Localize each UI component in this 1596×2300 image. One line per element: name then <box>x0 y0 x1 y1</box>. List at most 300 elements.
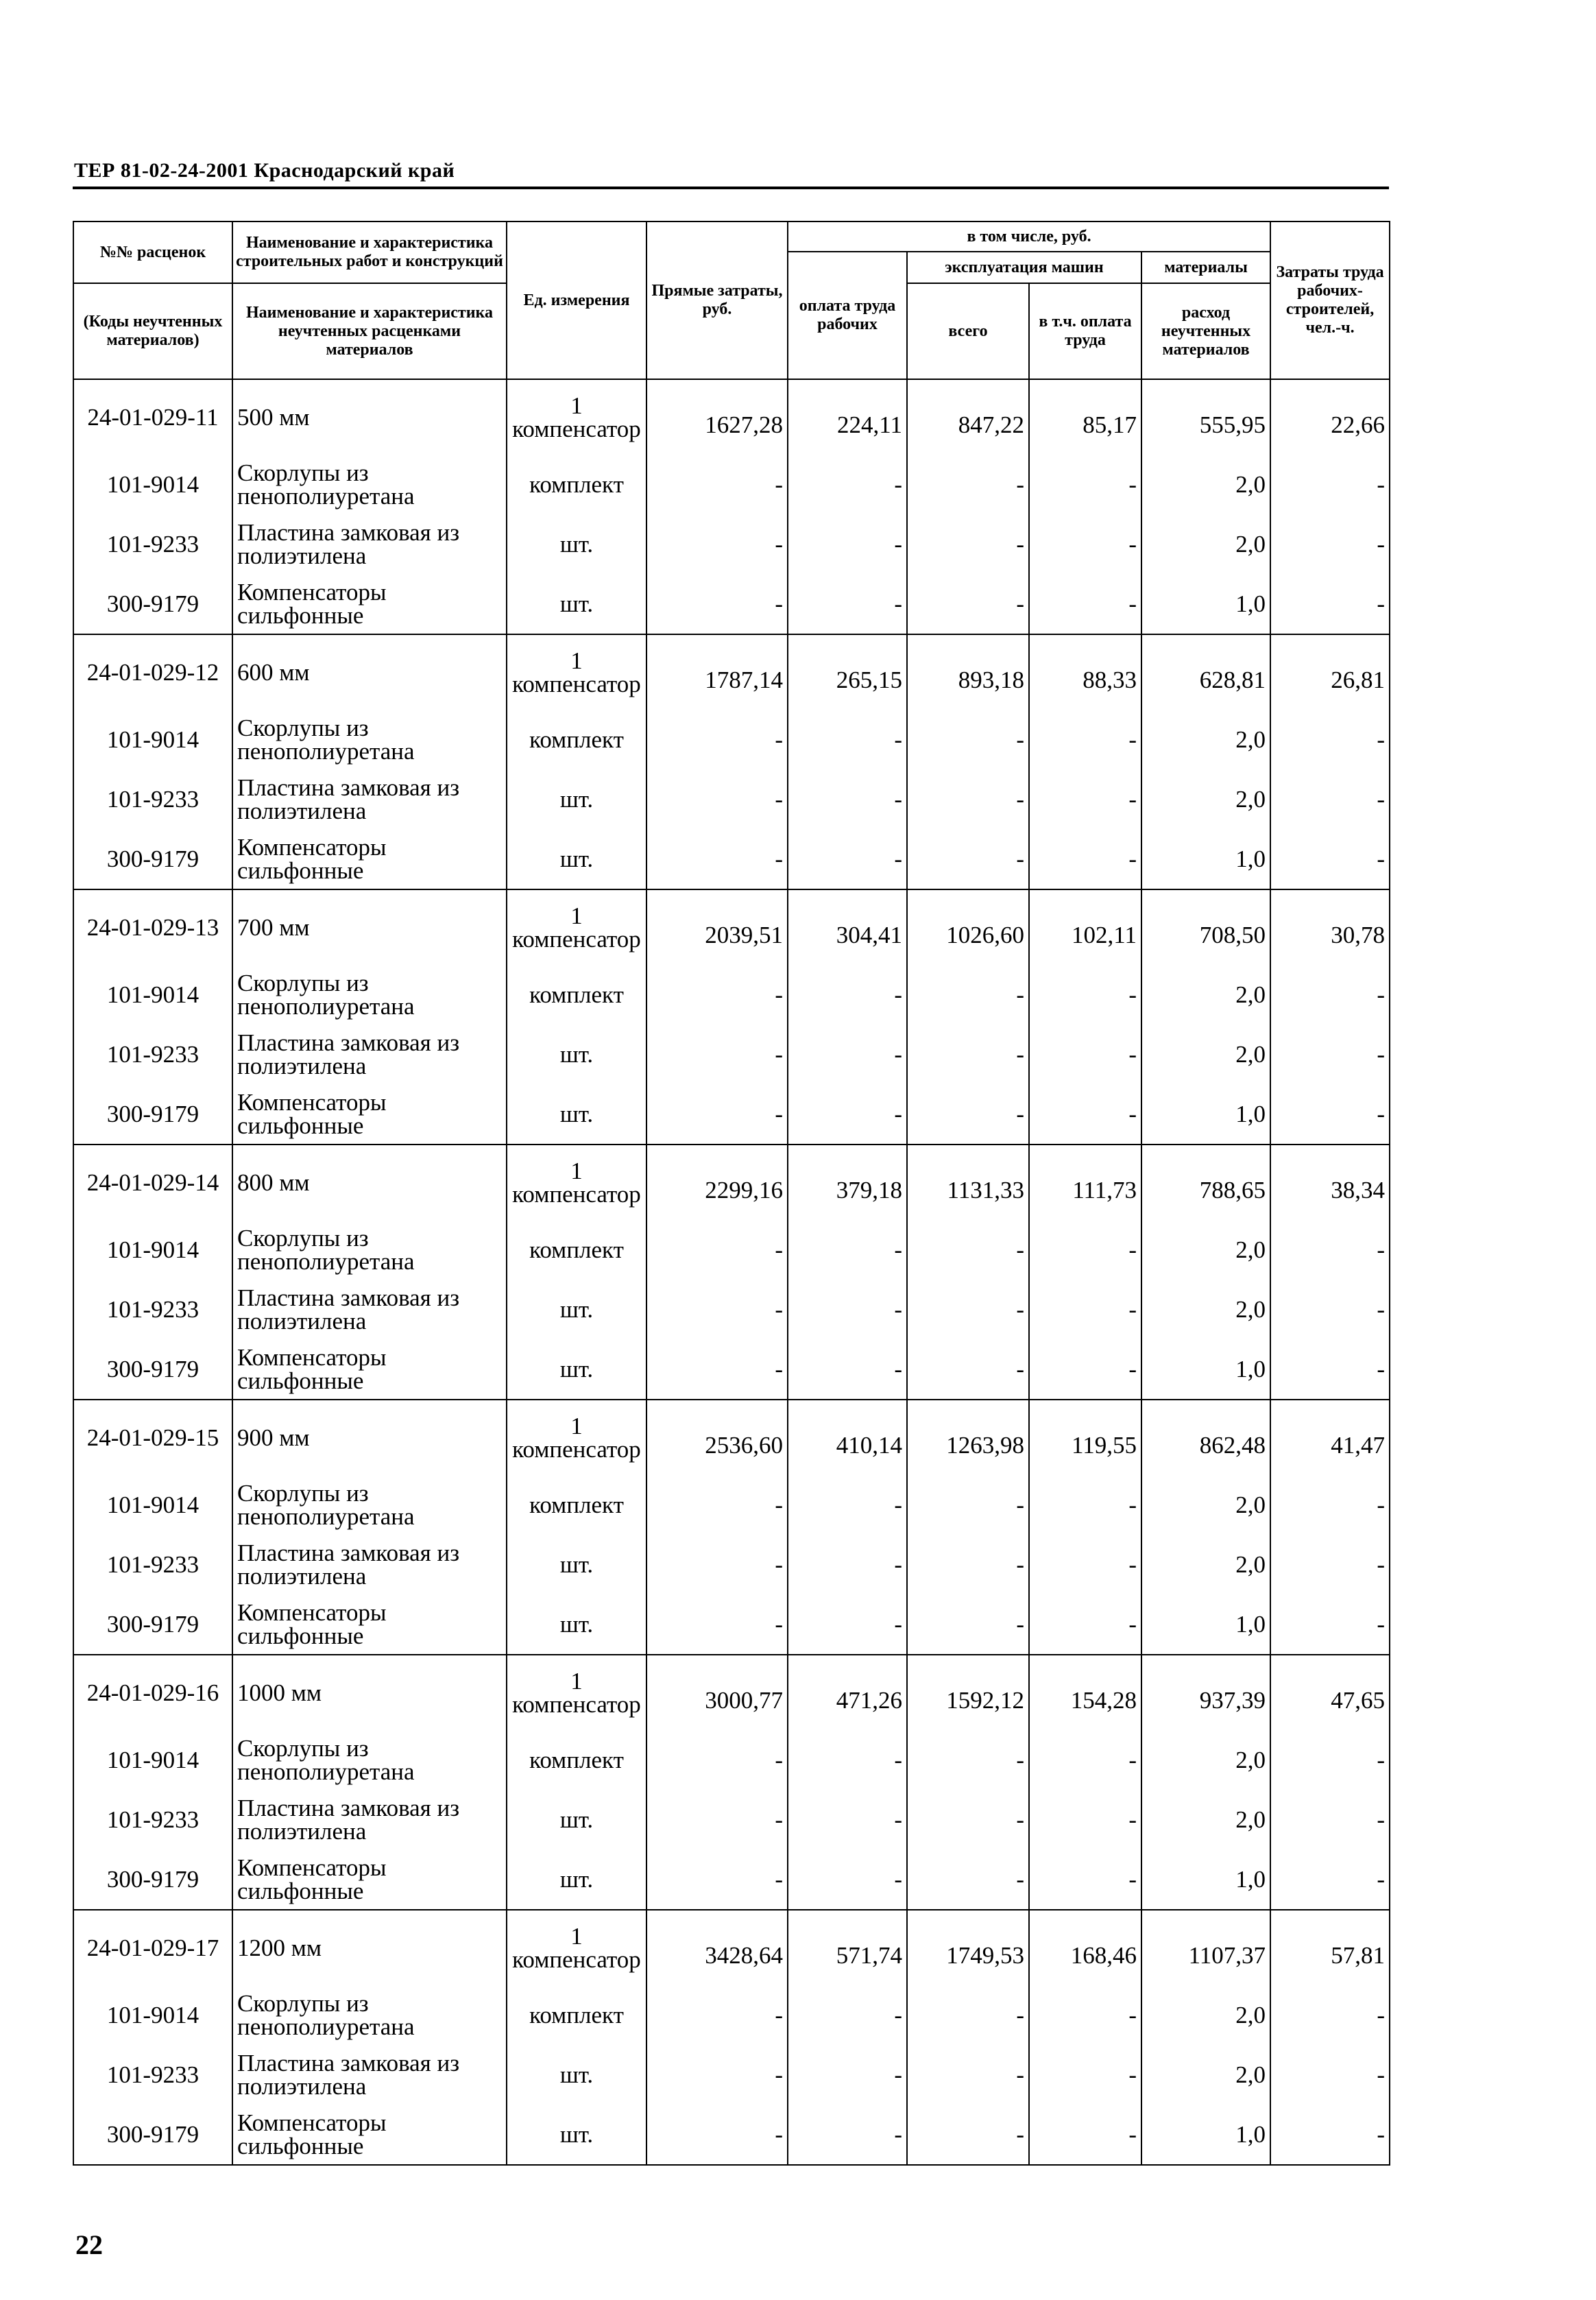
cell-mat: 2,0 <box>1141 455 1270 514</box>
cell-unit: комплект <box>507 455 646 514</box>
cell-name: Компенсаторы сильфонные <box>232 574 507 634</box>
cell-name: Компенсаторы сильфонные <box>232 829 507 889</box>
cell-mat: 2,0 <box>1141 1535 1270 1594</box>
cell-unit: шт. <box>507 514 646 574</box>
cell-code: 101-9014 <box>73 1220 232 1280</box>
head-direct: Прямые затраты, руб. <box>646 221 788 379</box>
cell-labor: - <box>788 1594 907 1655</box>
cell-hours: - <box>1270 1475 1390 1535</box>
material-row <box>73 1594 1390 1655</box>
cell-mat: 555,95 <box>1141 379 1270 455</box>
cell-name: 500 мм <box>232 379 507 455</box>
cell-unit: шт. <box>507 1594 646 1655</box>
cell-mat: 1,0 <box>1141 2105 1270 2165</box>
cell-name: Скорлупы из пенополиуретана <box>232 455 507 514</box>
cell-code: 24-01-029-12 <box>73 634 232 710</box>
cell-mat: 2,0 <box>1141 1025 1270 1084</box>
cell-name: Пластина замковая из полиэтилена <box>232 2045 507 2105</box>
cell-unit: комплект <box>507 965 646 1025</box>
cell-mat: 1,0 <box>1141 1594 1270 1655</box>
cell-mat: 2,0 <box>1141 1985 1270 2045</box>
cell-name: Скорлупы из пенополиуретана <box>232 1475 507 1535</box>
cell-unit: комплект <box>507 1475 646 1535</box>
cell-mat: 862,48 <box>1141 1400 1270 1475</box>
cell-mat: 2,0 <box>1141 965 1270 1025</box>
material-row <box>73 1985 1390 2045</box>
cell-mach-labor: - <box>1029 1535 1141 1594</box>
cell-code: 24-01-029-13 <box>73 889 232 965</box>
material-row <box>73 2045 1390 2105</box>
cell-direct: 3428,64 <box>646 1910 788 1985</box>
cell-name: 800 мм <box>232 1145 507 1220</box>
cell-code: 300-9179 <box>73 1849 232 1910</box>
cell-mach-labor: - <box>1029 829 1141 889</box>
cell-labor: - <box>788 1730 907 1790</box>
cell-code: 101-9014 <box>73 1475 232 1535</box>
cell-direct: 2039,51 <box>646 889 788 965</box>
material-row <box>73 769 1390 829</box>
cell-mach-labor: 85,17 <box>1029 379 1141 455</box>
cell-unit: 1 компенсатор <box>507 1400 646 1475</box>
cell-name: Компенсаторы сильфонные <box>232 1849 507 1910</box>
material-row <box>73 710 1390 769</box>
cell-name: Компенсаторы сильфонные <box>232 1084 507 1145</box>
material-row <box>73 1339 1390 1400</box>
cell-hours: - <box>1270 1084 1390 1145</box>
cell-mach: - <box>907 1220 1029 1280</box>
material-row <box>73 965 1390 1025</box>
cell-hours: 38,34 <box>1270 1145 1390 1220</box>
cell-unit: 1 компенсатор <box>507 379 646 455</box>
cell-hours: - <box>1270 1730 1390 1790</box>
cell-labor: 571,74 <box>788 1910 907 1985</box>
cell-labor: - <box>788 710 907 769</box>
cell-direct: - <box>646 1730 788 1790</box>
cell-mach: 1131,33 <box>907 1145 1029 1220</box>
cell-direct: - <box>646 1790 788 1849</box>
cell-mach: 1026,60 <box>907 889 1029 965</box>
cell-name: Пластина замковая из полиэтилена <box>232 514 507 574</box>
cell-mach-labor: - <box>1029 1594 1141 1655</box>
cell-name: Пластина замковая из полиэтилена <box>232 1535 507 1594</box>
cell-code: 101-9233 <box>73 1790 232 1849</box>
cell-mach: - <box>907 1280 1029 1339</box>
cell-name: 900 мм <box>232 1400 507 1475</box>
cell-mach: - <box>907 829 1029 889</box>
material-row <box>73 514 1390 574</box>
cell-labor: - <box>788 965 907 1025</box>
cell-direct: - <box>646 769 788 829</box>
head-incl: в том числе, руб. <box>788 221 1270 252</box>
cell-hours: - <box>1270 1535 1390 1594</box>
rate-row <box>73 889 1390 965</box>
cell-mat: 1,0 <box>1141 1084 1270 1145</box>
table-head <box>73 221 1390 379</box>
cell-hours: 22,66 <box>1270 379 1390 455</box>
cell-mach-labor: - <box>1029 1280 1141 1339</box>
cell-labor: - <box>788 1790 907 1849</box>
cell-direct: 3000,77 <box>646 1655 788 1730</box>
cell-mach-labor: - <box>1029 1220 1141 1280</box>
material-row <box>73 1790 1390 1849</box>
material-row <box>73 1280 1390 1339</box>
cell-hours: - <box>1270 1220 1390 1280</box>
cell-code: 101-9014 <box>73 1730 232 1790</box>
cell-code: 101-9233 <box>73 2045 232 2105</box>
cell-code: 24-01-029-11 <box>73 379 232 455</box>
rate-row <box>73 379 1390 455</box>
cell-labor: - <box>788 514 907 574</box>
cell-mach: - <box>907 1475 1029 1535</box>
material-row <box>73 2105 1390 2165</box>
cell-labor: - <box>788 1535 907 1594</box>
table-body <box>73 379 1390 2165</box>
cell-hours: - <box>1270 455 1390 514</box>
cell-mat: 2,0 <box>1141 769 1270 829</box>
cell-code: 101-9014 <box>73 965 232 1025</box>
price-table <box>73 221 1390 2166</box>
cell-unit: шт. <box>507 829 646 889</box>
cell-hours: 57,81 <box>1270 1910 1390 1985</box>
material-row <box>73 574 1390 634</box>
rate-row <box>73 1655 1390 1730</box>
cell-direct: 2536,60 <box>646 1400 788 1475</box>
cell-direct: - <box>646 455 788 514</box>
cell-name: Компенсаторы сильфонные <box>232 1594 507 1655</box>
cell-name: Пластина замковая из полиэтилена <box>232 769 507 829</box>
cell-name: 700 мм <box>232 889 507 965</box>
cell-mach-labor: - <box>1029 1730 1141 1790</box>
cell-direct: - <box>646 829 788 889</box>
cell-direct: - <box>646 514 788 574</box>
cell-unit: 1 компенсатор <box>507 1655 646 1730</box>
cell-mach-labor: 168,46 <box>1029 1910 1141 1985</box>
cell-code: 300-9179 <box>73 829 232 889</box>
cell-direct: - <box>646 2105 788 2165</box>
cell-unit: шт. <box>507 1280 646 1339</box>
cell-mat: 2,0 <box>1141 1730 1270 1790</box>
cell-hours: - <box>1270 2105 1390 2165</box>
cell-mach: - <box>907 1594 1029 1655</box>
cell-name: 1200 мм <box>232 1910 507 1985</box>
cell-unit: комплект <box>507 710 646 769</box>
cell-name: 600 мм <box>232 634 507 710</box>
cell-direct: - <box>646 1594 788 1655</box>
cell-direct: - <box>646 1475 788 1535</box>
cell-direct: - <box>646 710 788 769</box>
cell-labor: - <box>788 1025 907 1084</box>
material-row <box>73 1475 1390 1535</box>
cell-mat: 1,0 <box>1141 829 1270 889</box>
cell-unit: 1 компенсатор <box>507 1145 646 1220</box>
cell-direct: 1627,28 <box>646 379 788 455</box>
cell-direct: 1787,14 <box>646 634 788 710</box>
head-name-top: Наименование и характеристика строительных работ и конструкций <box>232 221 507 283</box>
cell-hours: - <box>1270 710 1390 769</box>
cell-hours: - <box>1270 1849 1390 1910</box>
cell-labor: - <box>788 455 907 514</box>
cell-labor: - <box>788 769 907 829</box>
cell-mat: 1,0 <box>1141 574 1270 634</box>
cell-unit: шт. <box>507 2045 646 2105</box>
cell-code: 101-9014 <box>73 710 232 769</box>
cell-mach-labor: - <box>1029 1084 1141 1145</box>
material-row <box>73 1084 1390 1145</box>
cell-mach: - <box>907 1084 1029 1145</box>
cell-mach-labor: - <box>1029 1985 1141 2045</box>
cell-mat: 937,39 <box>1141 1655 1270 1730</box>
material-row <box>73 1849 1390 1910</box>
cell-direct: - <box>646 1985 788 2045</box>
cell-mach: - <box>907 769 1029 829</box>
cell-labor: - <box>788 574 907 634</box>
cell-name: Скорлупы из пенополиуретана <box>232 1985 507 2045</box>
head-labor-cost: Затраты труда рабочих-строителей, чел.-ч. <box>1270 221 1390 379</box>
cell-name: Скорлупы из пенополиуретана <box>232 1730 507 1790</box>
cell-unit: шт. <box>507 769 646 829</box>
cell-mach: - <box>907 1730 1029 1790</box>
cell-labor: - <box>788 1220 907 1280</box>
cell-direct: - <box>646 1339 788 1400</box>
header-rule <box>73 187 1389 189</box>
material-row <box>73 829 1390 889</box>
material-row <box>73 1730 1390 1790</box>
cell-labor: - <box>788 1985 907 2045</box>
cell-mach-labor: - <box>1029 965 1141 1025</box>
cell-code: 101-9233 <box>73 1280 232 1339</box>
cell-mach-labor: - <box>1029 2045 1141 2105</box>
cell-mach-labor: - <box>1029 710 1141 769</box>
cell-direct: - <box>646 1535 788 1594</box>
head-machines-total: всего <box>907 283 1029 379</box>
cell-code: 24-01-029-17 <box>73 1910 232 1985</box>
cell-labor: - <box>788 1339 907 1400</box>
cell-name: Пластина замковая из полиэтилена <box>232 1280 507 1339</box>
cell-code: 300-9179 <box>73 1084 232 1145</box>
cell-name: Скорлупы из пенополиуретана <box>232 710 507 769</box>
rate-row <box>73 1145 1390 1220</box>
cell-labor: - <box>788 1475 907 1535</box>
cell-mach: 893,18 <box>907 634 1029 710</box>
cell-mach-labor: - <box>1029 1849 1141 1910</box>
cell-labor: 379,18 <box>788 1145 907 1220</box>
cell-labor: - <box>788 2105 907 2165</box>
head-materials-note: расход неучтенных материалов <box>1141 283 1270 379</box>
cell-mach: 1263,98 <box>907 1400 1029 1475</box>
cell-direct: - <box>646 2045 788 2105</box>
cell-mach-labor: 111,73 <box>1029 1145 1141 1220</box>
cell-mat: 2,0 <box>1141 1790 1270 1849</box>
cell-hours: - <box>1270 2045 1390 2105</box>
cell-code: 24-01-029-14 <box>73 1145 232 1220</box>
cell-code: 101-9014 <box>73 1985 232 2045</box>
head-code-bottom: (Коды неучтенных материалов) <box>73 283 232 379</box>
cell-mach: 847,22 <box>907 379 1029 455</box>
cell-labor: - <box>788 2045 907 2105</box>
cell-mach-labor: - <box>1029 769 1141 829</box>
cell-mach: - <box>907 574 1029 634</box>
cell-name: Скорлупы из пенополиуретана <box>232 965 507 1025</box>
cell-mach-labor: - <box>1029 1339 1141 1400</box>
cell-code: 24-01-029-16 <box>73 1655 232 1730</box>
cell-hours: - <box>1270 1790 1390 1849</box>
cell-labor: - <box>788 829 907 889</box>
rate-row <box>73 1910 1390 1985</box>
cell-code: 101-9233 <box>73 1535 232 1594</box>
cell-mach-labor: - <box>1029 1475 1141 1535</box>
head-machines-labor: в т.ч. оплата труда <box>1029 283 1141 379</box>
material-row <box>73 1220 1390 1280</box>
cell-code: 101-9014 <box>73 455 232 514</box>
page-header: ТЕР 81-02-24-2001 Краснодарский край <box>74 159 455 182</box>
cell-mach: - <box>907 965 1029 1025</box>
cell-hours: - <box>1270 514 1390 574</box>
cell-direct: - <box>646 965 788 1025</box>
cell-mach-labor: 119,55 <box>1029 1400 1141 1475</box>
cell-labor: 224,11 <box>788 379 907 455</box>
cell-code: 300-9179 <box>73 1339 232 1400</box>
cell-labor: - <box>788 1280 907 1339</box>
cell-name: Пластина замковая из полиэтилена <box>232 1025 507 1084</box>
cell-code: 101-9233 <box>73 1025 232 1084</box>
cell-mat: 2,0 <box>1141 514 1270 574</box>
cell-mach-labor: - <box>1029 574 1141 634</box>
cell-direct: - <box>646 1084 788 1145</box>
cell-hours: - <box>1270 829 1390 889</box>
cell-unit: шт. <box>507 1790 646 1849</box>
head-machines: эксплуатация машин <box>907 252 1141 283</box>
cell-mach: - <box>907 1985 1029 2045</box>
rate-row <box>73 1400 1390 1475</box>
cell-mat: 1,0 <box>1141 1339 1270 1400</box>
cell-direct: - <box>646 1025 788 1084</box>
head-code-top: №№ расценок <box>73 221 232 283</box>
cell-mach: - <box>907 1025 1029 1084</box>
cell-hours: 47,65 <box>1270 1655 1390 1730</box>
cell-code: 24-01-029-15 <box>73 1400 232 1475</box>
cell-mat: 1107,37 <box>1141 1910 1270 1985</box>
cell-labor: 410,14 <box>788 1400 907 1475</box>
material-row <box>73 1025 1390 1084</box>
cell-hours: - <box>1270 1985 1390 2045</box>
head-materials: материалы <box>1141 252 1270 283</box>
cell-unit: шт. <box>507 1339 646 1400</box>
cell-name: Скорлупы из пенополиуретана <box>232 1220 507 1280</box>
cell-mach: - <box>907 1339 1029 1400</box>
cell-labor: 471,26 <box>788 1655 907 1730</box>
cell-mach: - <box>907 455 1029 514</box>
cell-mat: 788,65 <box>1141 1145 1270 1220</box>
cell-hours: 41,47 <box>1270 1400 1390 1475</box>
cell-hours: - <box>1270 1594 1390 1655</box>
cell-name: Компенсаторы сильфонные <box>232 2105 507 2165</box>
cell-mach-labor: - <box>1029 1790 1141 1849</box>
cell-mach: - <box>907 2045 1029 2105</box>
cell-mat: 628,81 <box>1141 634 1270 710</box>
cell-hours: 26,81 <box>1270 634 1390 710</box>
cell-unit: 1 компенсатор <box>507 889 646 965</box>
cell-mach-labor: - <box>1029 455 1141 514</box>
cell-mach: - <box>907 1849 1029 1910</box>
cell-code: 300-9179 <box>73 2105 232 2165</box>
cell-mach: 1749,53 <box>907 1910 1029 1985</box>
cell-labor: - <box>788 1084 907 1145</box>
cell-direct: 2299,16 <box>646 1145 788 1220</box>
cell-unit: комплект <box>507 1985 646 2045</box>
cell-name: Компенсаторы сильфонные <box>232 1339 507 1400</box>
cell-direct: - <box>646 1849 788 1910</box>
cell-mach-labor: 88,33 <box>1029 634 1141 710</box>
cell-unit: комплект <box>507 1730 646 1790</box>
cell-mach: - <box>907 1535 1029 1594</box>
cell-code: 101-9233 <box>73 514 232 574</box>
cell-labor: - <box>788 1849 907 1910</box>
page-number: 22 <box>75 2229 103 2260</box>
cell-mat: 2,0 <box>1141 1220 1270 1280</box>
rate-row <box>73 634 1390 710</box>
cell-hours: 30,78 <box>1270 889 1390 965</box>
cell-mach: - <box>907 710 1029 769</box>
cell-mach: - <box>907 2105 1029 2165</box>
cell-unit: шт. <box>507 2105 646 2165</box>
material-row <box>73 1535 1390 1594</box>
cell-direct: - <box>646 574 788 634</box>
cell-mach-labor: 154,28 <box>1029 1655 1141 1730</box>
cell-labor: 265,15 <box>788 634 907 710</box>
head-labor-pay: оплата труда рабочих <box>788 252 907 379</box>
cell-hours: - <box>1270 574 1390 634</box>
cell-unit: шт. <box>507 1849 646 1910</box>
cell-mat: 1,0 <box>1141 1849 1270 1910</box>
cell-mach-labor: - <box>1029 514 1141 574</box>
cell-labor: 304,41 <box>788 889 907 965</box>
cell-unit: шт. <box>507 1084 646 1145</box>
cell-mat: 2,0 <box>1141 2045 1270 2105</box>
cell-mach: - <box>907 514 1029 574</box>
cell-mach-labor: 102,11 <box>1029 889 1141 965</box>
cell-mat: 2,0 <box>1141 1280 1270 1339</box>
cell-unit: шт. <box>507 1535 646 1594</box>
cell-mat: 2,0 <box>1141 1475 1270 1535</box>
cell-mat: 708,50 <box>1141 889 1270 965</box>
cell-hours: - <box>1270 1339 1390 1400</box>
cell-hours: - <box>1270 1280 1390 1339</box>
cell-mach: - <box>907 1790 1029 1849</box>
cell-unit: 1 компенсатор <box>507 634 646 710</box>
material-row <box>73 455 1390 514</box>
cell-direct: - <box>646 1280 788 1339</box>
cell-code: 101-9233 <box>73 769 232 829</box>
cell-name: Пластина замковая из полиэтилена <box>232 1790 507 1849</box>
cell-code: 300-9179 <box>73 1594 232 1655</box>
cell-mat: 2,0 <box>1141 710 1270 769</box>
cell-unit: шт. <box>507 1025 646 1084</box>
cell-hours: - <box>1270 965 1390 1025</box>
head-unit: Ед. измерения <box>507 221 646 379</box>
cell-unit: комплект <box>507 1220 646 1280</box>
cell-mach-labor: - <box>1029 2105 1141 2165</box>
cell-hours: - <box>1270 1025 1390 1084</box>
cell-name: 1000 мм <box>232 1655 507 1730</box>
cell-hours: - <box>1270 769 1390 829</box>
cell-unit: шт. <box>507 574 646 634</box>
cell-mach: 1592,12 <box>907 1655 1029 1730</box>
cell-code: 300-9179 <box>73 574 232 634</box>
cell-direct: - <box>646 1220 788 1280</box>
cell-unit: 1 компенсатор <box>507 1910 646 1985</box>
head-name-bottom: Наименование и характеристика неучтенных расценками материалов <box>232 283 507 379</box>
cell-mach-labor: - <box>1029 1025 1141 1084</box>
